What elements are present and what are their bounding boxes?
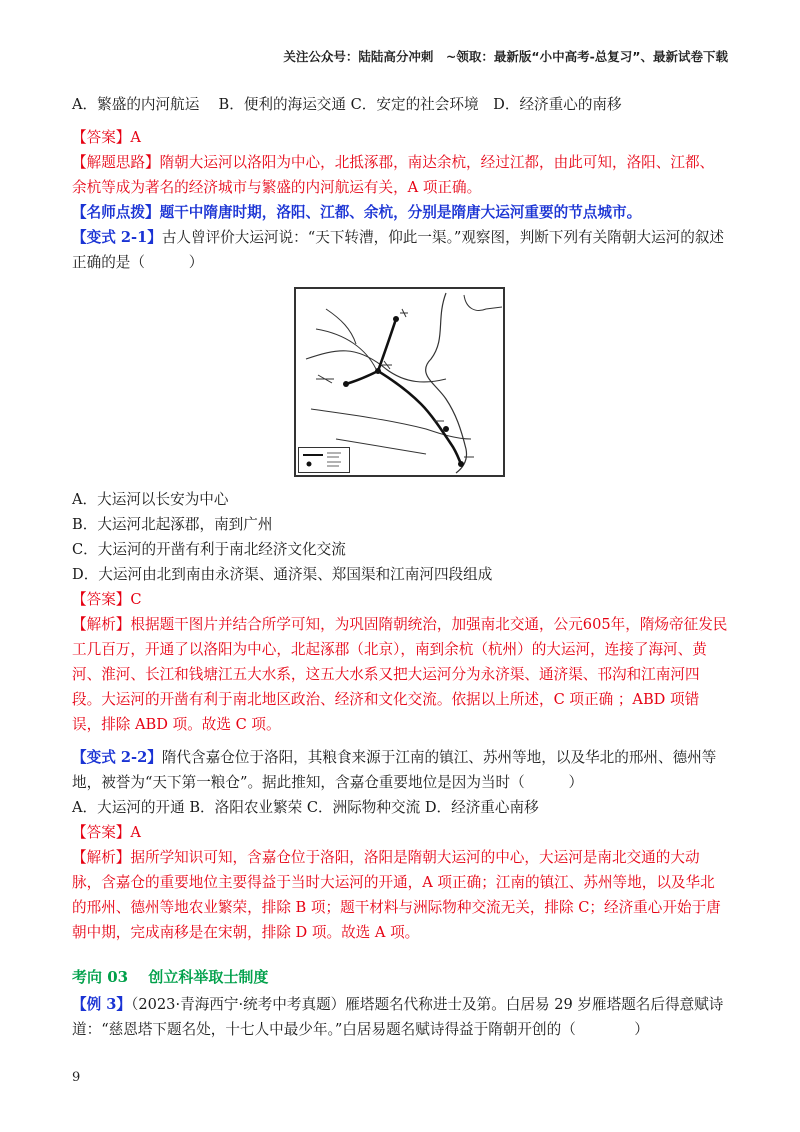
variant-2-1-option-c: C．大运河的开凿有利于南北经济文化交流 (72, 541, 346, 558)
section-title: 考向 03 创立科举取士制度 (72, 968, 269, 986)
variant-2-1-option-a: A．大运河以长安为中心 (72, 491, 229, 508)
q1-options: A．繁盛的内河航运 B．便利的海运交通 C．安定的社会环境 D．经济重心的南移 (72, 96, 622, 113)
example-3-stem-text: （2023·青海西宁·统考中考真题）雁塔题名代称进士及第。白居易 29 岁雁塔题名后得意赋诗道：“慈恩塔下题名处，十七人中最少年。”白居易题名赋诗得益于隋朝开创的（ ） (72, 996, 724, 1038)
q1-tip-text: 题干中隋唐时期，洛阳、江都、余杭，分别是隋唐大运河重要的节点城市。 (159, 204, 642, 221)
variant-2-1-stem (72, 225, 728, 275)
page-number: 9 (72, 1070, 81, 1085)
variant-2-1-analysis-text: 根据题干图片并结合所学可知，为巩固隋朝统治，加强南北交通，公元605年，隋炀帝征发民工几百万，开通了以洛阳为中心，北起涿郡（北京），南到余杭（杭州）的大运河，连接了海河、黄河、淮河、长江和钱塘江五大水系，这五大水系又把大运河分为永济渠、通济渠、邗沟和江南河四段。大运河的开凿有利于南北地区政治、经济和文化交流。依据以上所述，C 项正确 ；ABD 项错误，排除 ABD 项。故选 C 项。 (72, 616, 728, 733)
variant-2-2-options: A．大运河的开通 B．洛阳农业繁荣 C．洲际物种交流 D．经济重心南移 (72, 799, 539, 816)
q1-analysis (72, 150, 728, 200)
document-body (72, 92, 728, 1042)
q1-tip-label: 【名师点拨】 (72, 204, 160, 221)
q1-tip (72, 200, 728, 225)
variant-2-1-answer: 【答案】C (72, 591, 142, 608)
variant-2-2-stem-text: 隋代含嘉仓位于洛阳，其粮食来源于江南的镇江、苏州等地，以及华北的邢州、德州等地，被誉为“天下第一粮仓”。据此推知，含嘉仓重要地位是因为当时（ ） (72, 749, 717, 791)
variant-2-1-label: 【变式 2-1】 (72, 229, 162, 246)
variant-2-1-analysis (72, 612, 728, 737)
variant-2-2-analysis (72, 845, 728, 945)
map-legend (298, 447, 350, 473)
example-3-label: 【例 3】 (72, 996, 132, 1013)
variant-2-1-option-d: D．大运河由北到南由永济渠、通济渠、郑国渠和江南河四段组成 (72, 566, 493, 583)
variant-2-1-stem-text: 古人曾评价大运河说：“天下转漕，仰此一渠。”观察图，判断下列有关隋朝大运河的叙述正确的是（ ） (72, 229, 725, 271)
q1-answer: 【答案】A (72, 129, 141, 146)
example-3-stem (72, 992, 728, 1042)
header-promo: 关注公众号：陆陆高分冲刺 ~领取：最新版“小中高考-总复习”、最新试卷下载 (283, 49, 728, 64)
variant-2-2-analysis-label: 【解析】 (72, 849, 131, 866)
q1-analysis-text: 隋朝大运河以洛阳为中心，北抵涿郡，南达余杭，经过江都，由此可知，洛阳、江都、余杭等成为著名的经济城市与繁盛的内河航运有关，A 项正确。 (72, 154, 715, 196)
variant-2-2-analysis-text: 据所学知识可知，含嘉仓位于洛阳，洛阳是隋朝大运河的中心，大运河是南北交通的大动脉，含嘉仓的重要地位主要得益于当时大运河的开通，A 项正确；江南的镇江、苏州等地，以及华北的邢州、德州等地农业繁荣，排除 B 项；题干材料与洲际物种交流无关，排除 C；经济重心开始于唐朝中期，完成南移是在宋朝，排除 D 项。故选 A 项。 (72, 849, 721, 941)
variant-2-1-analysis-label: 【解析】 (72, 616, 131, 633)
grand-canal-map (294, 287, 505, 477)
variant-2-1-option-b: B．大运河北起涿郡，南到广州 (72, 516, 273, 533)
q1-analysis-label: 【解题思路】 (72, 154, 160, 171)
variant-2-2-label: 【变式 2-2】 (72, 749, 162, 766)
map-legend-drawing (299, 448, 347, 470)
variant-2-2-stem (72, 745, 728, 795)
variant-2-2-answer: 【答案】A (72, 824, 141, 841)
